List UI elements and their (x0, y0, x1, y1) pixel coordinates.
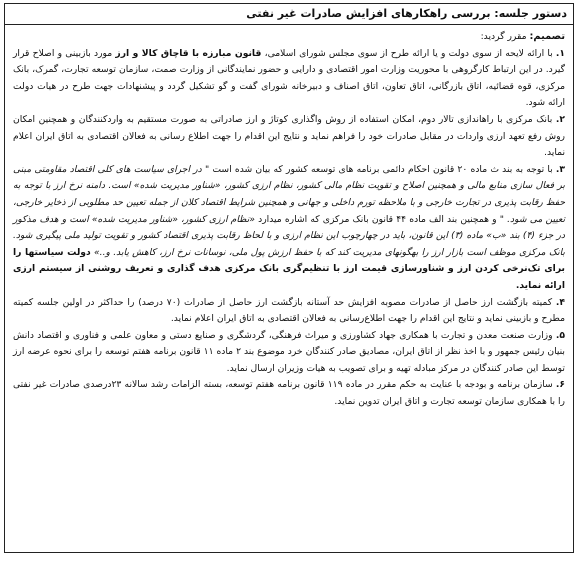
item-6-number: ۶. (555, 379, 565, 391)
item-2-text: بانک مرکزی با راهاندازی تالار دوم، امکان استفاده از روش واگذاری کوتاژ و ارز صادراتی به صورت مستقیم به واردکنندگان و همچنین امکان روش رفع تعهد ارزی واردات در مقابل صادرات خود را فراهم نماید و نتایج این اقدام را جهت اطلاع رسانی به فعالان اقتصادی به اتاق ایران اعلام نماید. (13, 113, 565, 159)
item-2-number: ۲. (555, 113, 565, 125)
item-3-quote-b: «نظام ارزی کشور، «شناور مدیریت شده» است و هدف مذکور در جزء (۴) بند «ب» ماده (۳) این قانون، باید در چهارچوب این نظام ارزی و با لحاظ رقابت پذیری اقتصاد کشور و تقویت تولید ملی پیگیری شود. بانک مرکزی موظف است بازار ارز را بهگونهای مدیریت کند که با حفظ ارزش پول ملی، نوسانات نرخ ارز، کاهش یابد. و..» (13, 213, 565, 258)
item-1-number: ۱. (555, 47, 565, 59)
item-5 (13, 328, 565, 378)
minutes-document (4, 3, 574, 553)
item-6 (13, 377, 565, 410)
agenda-header (5, 4, 573, 25)
item-1 (13, 46, 565, 112)
item-1-bold: قانون مبارزه با قاچاق کالا و ارز (115, 47, 262, 59)
item-6-text: سازمان برنامه و بودجه با عنایت به حکم مقرر در ماده ۱۱۹ قانون برنامه هفتم توسعه، بسته الزامات رشد سالانه ۲۳درصدی صادرات غیر نفتی را با همکاری سازمان توسعه تجارت و اتاق ایران تدوین نماید. (13, 379, 565, 408)
item-4 (13, 295, 565, 328)
decision-label: تصمیم: (529, 31, 565, 42)
item-3 (13, 162, 565, 295)
item-4-number: ۴. (555, 296, 565, 308)
item-3-text-a: با توجه به بند ث ماده ۲۰ قانون احکام دائمی برنامه های توسعه کشور که بیان شده است (212, 163, 553, 175)
decision-heading (13, 29, 565, 46)
item-5-number: ۵. (555, 329, 565, 341)
agenda-title: بررسی راهکارهای افزایش صادرات غیر نفتی (246, 7, 491, 20)
item-3-bold: دولت سیاستها را برای تک‌نرخی کردن ارز و شناورسازی قیمت ارز با تنظیم‌گری بانک مرکزی هدف گذاری و تعریف روشنی از سیستم ارزی ارائه نماید. (13, 246, 565, 291)
item-3-number: ۳. (555, 163, 566, 175)
item-1-text-b: مورد بازبینی و اصلاح قرار گیرد. در این ارتباط کارگروهی با محوریت وزارت امور اقتصادی و دارایی و حضور نمایندگانی از وزارت صمت، سازمان توسعه تجارت، گمرک، بانک مرکزی، قوه قضائیه، اتاق بازرگانی، اتاق تعاون، اتاق اصناف و دبیرخانه شورای گفت و گو تشکیل گردد و پیشنهادات جهت طرح در هیات دولت ارائه شود. (13, 47, 565, 109)
item-3-quote-a: " در اجرای سیاست های کلی اقتصاد مقاومتی مبنی بر فعال سازی منابع مالی و همچنین اصلاح و تقویت نظام مالی کشور، نظام ارزی کشور، «شناور مدیریت شده» است. دامنه نرخ ارز با توجه به حفظ رقابت پذیری در تجارت خارجی و با ملاحظه تورم داخلی و جهانی و همچنین شرایط اقتصاد کلان از جمله تعیین حد مطلوبی از ذخایر خارجی، تعیین می شود. " (13, 163, 565, 225)
item-5-text: وزارت صنعت معدن و تجارت با همکاری جهاد کشاورزی و میراث فرهنگی، گردشگری و صنایع دستی و معاون علمی و فناوری و اقتصاد دانش بنیان رئیس جمهور و با اخذ نظر از اتاق ایران، مصادیق صادر کنندگان خرد موضوع بند ۲ ماده ۱۱ قانون برنامه هفتم توسعه را برای نحوه عرضه ارز توسط این صادر کنندگان در مرکز مبادله تهیه و برای تصویب به هیات وزیران ارسال نماید. (13, 329, 565, 374)
item-1-text-a: با ارائه لایحه از سوی دولت و یا ارائه طرح از سوی مجلس شورای اسلامی، (264, 47, 553, 59)
item-2 (13, 112, 565, 162)
agenda-label: دستور جلسه: (494, 7, 567, 20)
item-4-text: کمیته بازگشت ارز حاصل از صادرات مصوبه افزایش حد آستانه بازگشت ارز حاصل از صادرات (۷۰ درصد) را حداکثر در اولین جلسه کمیته مطرح و بازبینی نماید و نتایج این اقدام را جهت اطلاع‌رسانی به فعالان اقتصادی به اتاق ایران اعلام نماید. (13, 296, 565, 325)
decision-body (5, 25, 573, 411)
item-3-text-b: و همچنین بند الف ماده ۴۴ قانون بانک مرکزی که اشاره میدارد (258, 213, 497, 225)
decision-text: مقرر گردید: (480, 31, 527, 42)
